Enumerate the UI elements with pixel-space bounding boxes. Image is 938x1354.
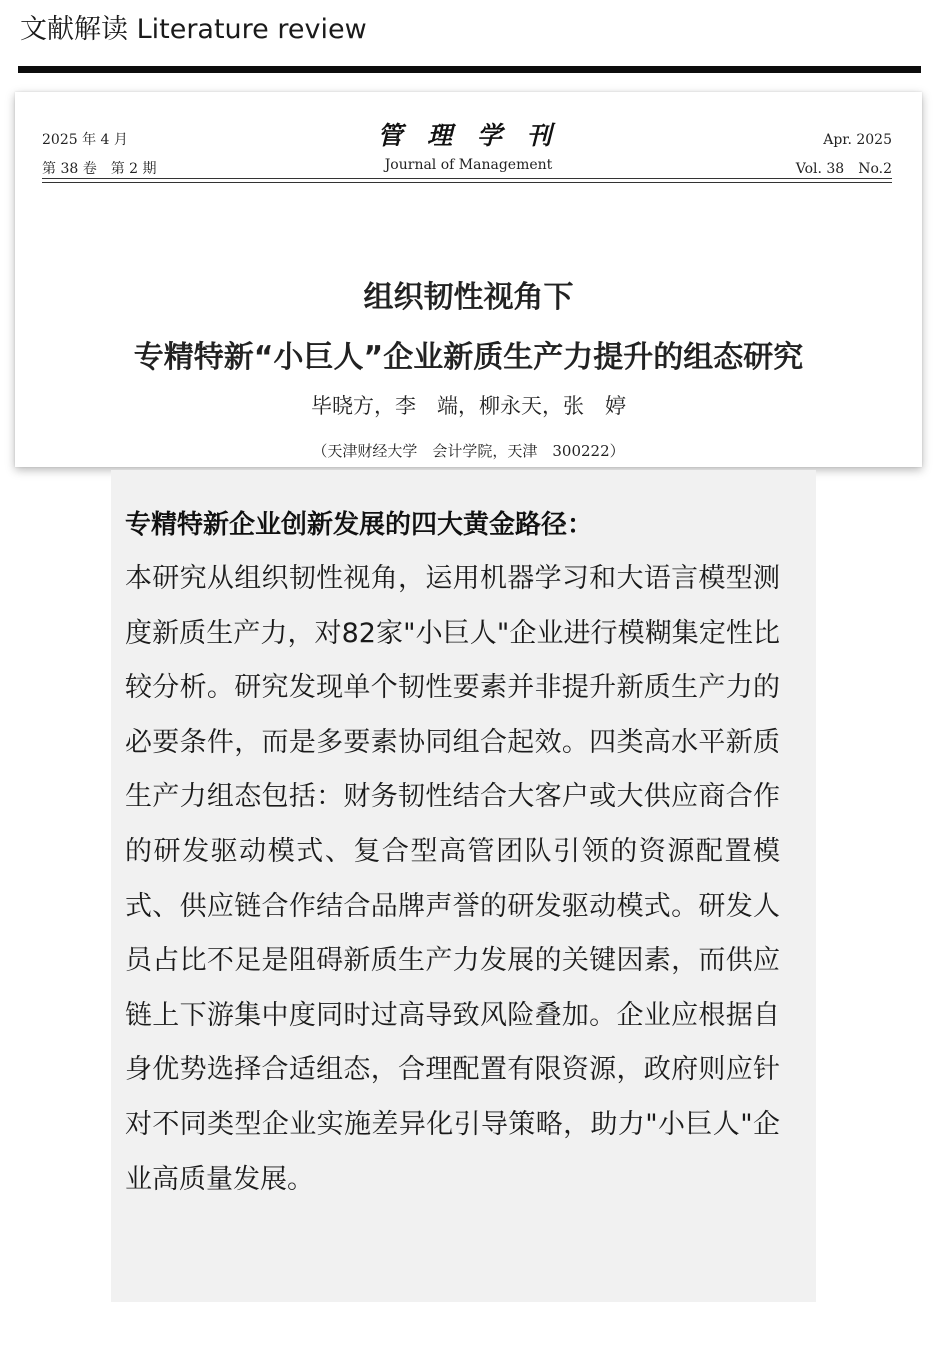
- issue-meta-right: [796, 126, 892, 184]
- paper-title-card: [15, 92, 922, 467]
- header-divider: [18, 66, 921, 73]
- issue-volume-cn: 第 38 卷 第 2 期: [42, 161, 157, 177]
- summary-body: 本研究从组织韧性视角，运用机器学习和大语言模型测度新质生产力，对82家"小巨人"企业进行模糊集定性比较分析。研究发现单个韧性要素并非提升新质生产力的必要条件，而是多要素协同组合起效。四类高水平新质生产力组态包括：财务韧性结合大客户或大供应商合作的研发驱动模式、复合型高管团队引领的资源配置模式、供应链合作结合品牌声誉的研发驱动模式。研发人员占比不足是阻碍新质生产力发展的关键因素，而供应链上下游集中度同时过高导致风险叠加。企业应根据自身优势选择合适组态，合理配置有限资源，政府则应针对不同类型企业实施差异化引导策略，助力"小巨人"企业高质量发展。: [125, 563, 780, 1195]
- issue-date-cn: 2025 年 4 月: [42, 132, 128, 148]
- page-header-title: 文献解读 Literature review: [20, 14, 367, 45]
- paper-affiliation: （天津财经大学 会计学院，天津 300222）: [312, 442, 625, 460]
- paper-authors: 毕晓方，李 端，柳永天，张 婷: [311, 394, 626, 418]
- paper-title-line-1: 组织韧性视角下: [363, 280, 574, 315]
- journal-name-en: Journal of Management: [384, 157, 553, 173]
- header-rule-thin-second: [42, 182, 892, 183]
- issue-volume-en: Vol. 38 No.2: [795, 161, 892, 177]
- issue-date-en: Apr. 2025: [823, 132, 892, 148]
- summary-heading: 专精特新企业创新发展的四大黄金路径：: [125, 510, 594, 540]
- header-rule-thin: [42, 178, 892, 179]
- journal-logo: 管 理 学 刊: [377, 121, 560, 150]
- paper-title-line-2: 专精特新“小巨人”企业新质生产力提升的组态研究: [133, 340, 804, 375]
- summary-box: [111, 470, 816, 1302]
